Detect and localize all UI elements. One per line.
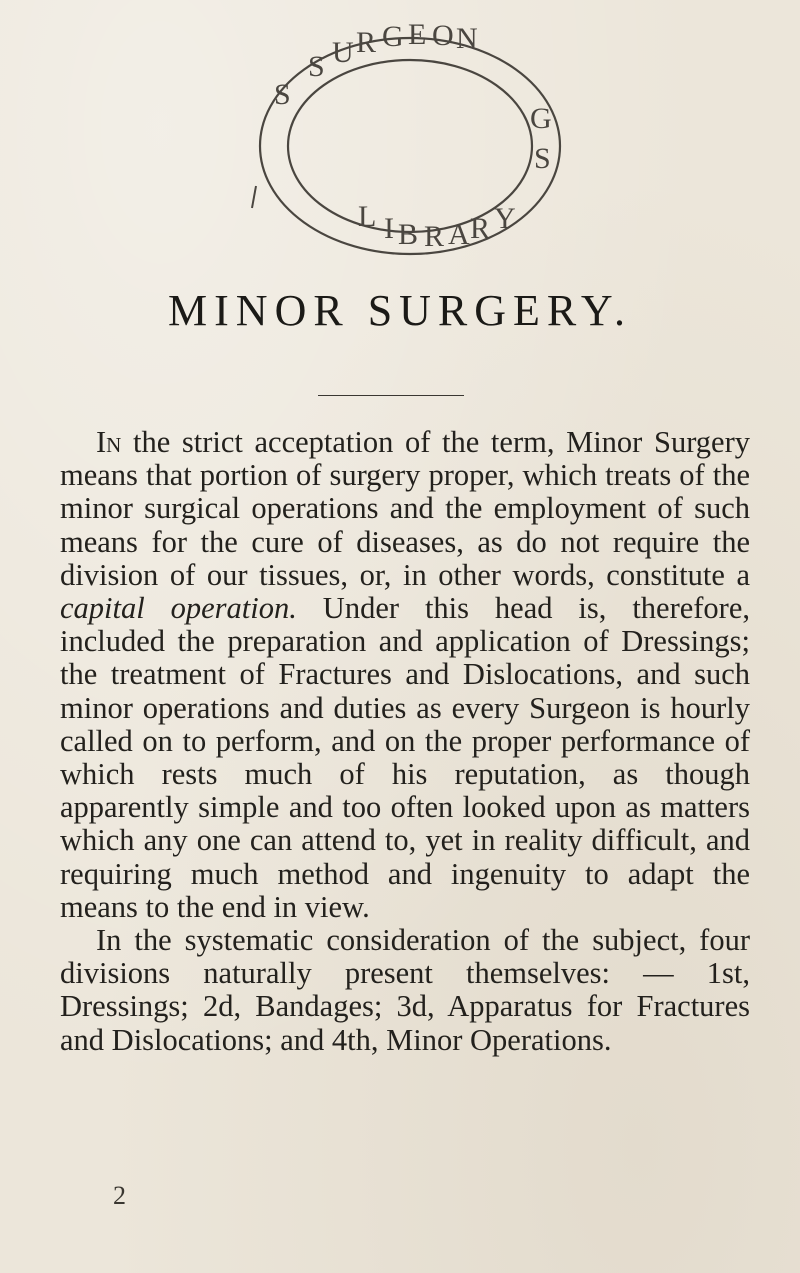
svg-text:E: E xyxy=(408,18,427,51)
svg-text:G: G xyxy=(382,20,404,53)
paragraph-2: In the systematic consideration of the subject, four divisions naturally present themselves: — 1st, Dressings; 2d, Bandages; 3d, Apparatus for Fractures and Dislocations; and 4th, Minor Operations. xyxy=(60,923,750,1057)
emphasis-text: capital operation. xyxy=(60,591,297,626)
svg-text:R: R xyxy=(356,26,377,59)
svg-text:S: S xyxy=(274,78,291,111)
signature-mark: 2 xyxy=(113,1181,126,1210)
body-text xyxy=(60,426,750,1057)
svg-text:G: G xyxy=(530,102,552,135)
svg-text:S: S xyxy=(308,50,325,83)
svg-text:S: S xyxy=(534,142,551,175)
svg-text:L: L xyxy=(358,200,377,233)
svg-text:O: O xyxy=(432,19,454,52)
svg-text:Y: Y xyxy=(494,202,516,235)
divider xyxy=(318,395,464,396)
paragraph-1 xyxy=(60,426,750,924)
svg-text:A: A xyxy=(448,218,470,251)
lead-word: In xyxy=(96,425,122,459)
paragraph-1-text-b: Under this head is, therefore, included the preparation and application of Dressings; the treatment of Fractures and Dislocations, and such minor operations and duties as every Surgeon is hourly called on to perform, and on the proper performance of which rests much of his reputation, as though apparently simple and too often looked upon as matters which any one can attend to, yet in reality difficult, and requiring much method and ingenuity to adapt the means to the end in view. xyxy=(60,591,750,924)
paragraph-1-text-a: the strict acceptation of the term, Minor Surgery means that portion of surgery proper, which treats of the minor surgical operations and the employment of such means for the cure of diseases, as do not require the division of our tissues, or, in other words, constitute a xyxy=(60,425,750,592)
svg-text:I: I xyxy=(384,212,394,245)
svg-text:R: R xyxy=(470,212,491,245)
library-stamp-icon xyxy=(238,18,578,258)
svg-text:N: N xyxy=(456,22,478,55)
svg-text:U: U xyxy=(332,36,354,69)
page-title: MINOR SURGERY. xyxy=(168,286,632,335)
svg-text:R: R xyxy=(424,220,445,253)
svg-text:B: B xyxy=(398,218,419,251)
